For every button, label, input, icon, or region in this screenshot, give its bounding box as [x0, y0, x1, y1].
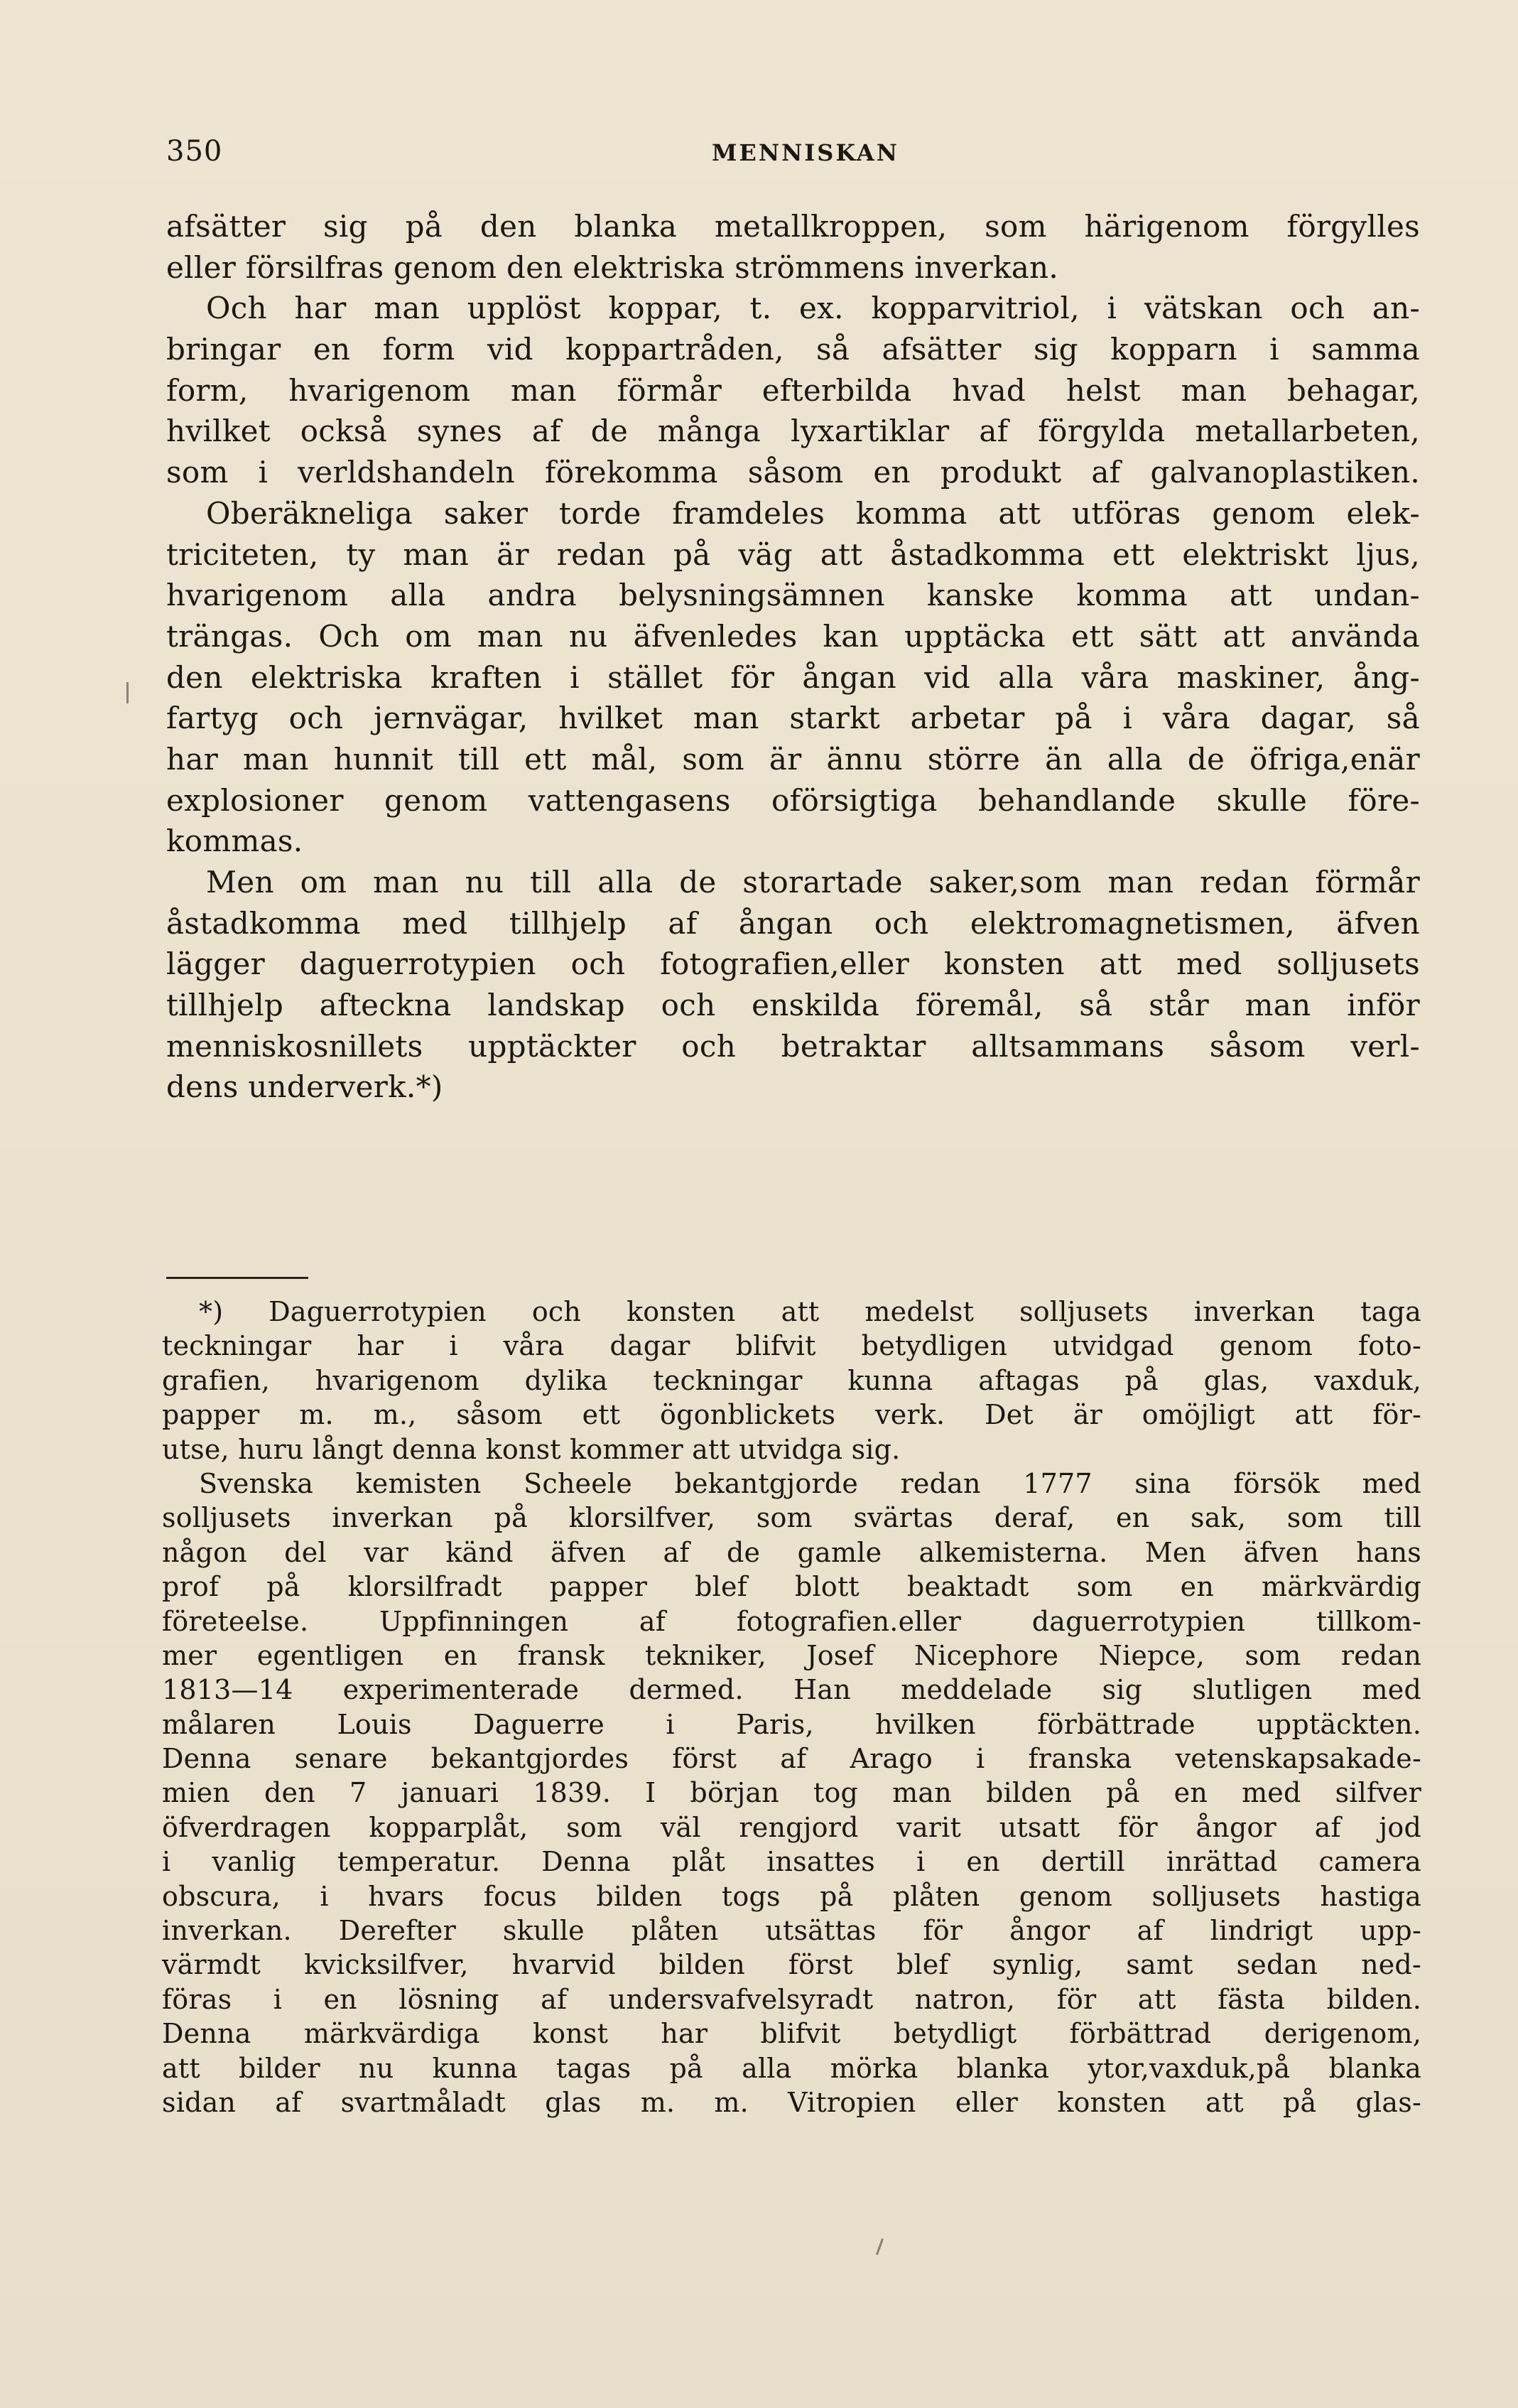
text-line: bringar en form vid koppartråden, så afsätter sig kopparn i samma [166, 332, 1420, 367]
running-head: MENNISKAN [712, 139, 899, 166]
text-line: åstadkomma med tillhjelp af ångan och elektromagnetismen, äfven [166, 905, 1420, 941]
footnote-line: solljusets inverkan på klorsilfver, som svärtas deraf, en sak, som till [162, 1502, 1421, 1534]
text-line: trängas. Och om man nu äfvenledes kan upptäcka ett sätt att använda [166, 618, 1420, 654]
text-line: Men om man nu till alla de storartade saker,som man redan förmår [206, 865, 1420, 900]
footnote-line: i vanlig temperatur. Denna plåt insattes i en dertill inrättad camera [162, 1846, 1421, 1878]
text-line: Och har man upplöst koppar, t. ex. kopparvitriol, i vätskan och an- [206, 291, 1420, 326]
text-line: explosioner genom vattengasens oförsigtiga behandlande skulle före- [166, 782, 1420, 818]
footnote-line: värmdt kvicksilfver, hvarvid bilden först blef synlig, samt sedan ned- [162, 1949, 1421, 1981]
footnote [162, 1295, 1421, 2120]
margin-mark [876, 2238, 884, 2255]
footnote-line: obscura, i hvars focus bilden togs på plåten genom solljusets hastiga [162, 1880, 1421, 1912]
footnote-line: 1813—14 experimenterade dermed. Han meddelade sig slutligen med [162, 1674, 1421, 1706]
margin-mark [126, 682, 129, 703]
text-line: som i verldshandeln förekomma såsom en produkt af galvanoplastiken. [166, 455, 1420, 490]
footnote-line: inverkan. Derefter skulle plåten utsättas för ångor af lindrigt upp- [162, 1915, 1421, 1947]
footnote-line: papper m. m., såsom ett ögonblickets verk. Det är omöjligt att för- [162, 1399, 1421, 1431]
page-number: 350 [166, 135, 223, 168]
footnote-line: föras i en lösning af undersvafvelsyradt natron, för att fästa bilden. [162, 1983, 1421, 2015]
footnote-line: mien den 7 januari 1839. I början tog man bilden på en med silfver [162, 1777, 1421, 1809]
footnote-line: teckningar har i våra dagar blifvit betydligen utvidgad genom foto- [162, 1330, 1421, 1362]
text-line: hvilket också synes af de många lyxartiklar af förgylda metallarbeten, [166, 414, 1420, 449]
footnote-line: öfverdragen kopparplåt, som väl rengjord varit utsatt för ångor af jod [162, 1811, 1421, 1843]
text-line: afsätter sig på den blanka metallkroppen, som härigenom förgylles [166, 209, 1420, 244]
text-line: menniskosnillets upptäckter och betraktar alltsammans såsom verl- [166, 1028, 1420, 1064]
footnote-line: någon del var känd äfven af de gamle alkemisterna. Men äfven hans [162, 1536, 1421, 1568]
text-line: form, hvarigenom man förmår efterbilda hvad helst man behagar, [166, 372, 1420, 408]
footnote-divider [166, 1277, 308, 1279]
text-line: fartyg och jernvägar, hvilket man starkt arbetar på i våra dagar, så [166, 701, 1420, 736]
footnote-line: målaren Louis Daguerre i Paris, hvilken förbättrade upptäckten. [162, 1708, 1421, 1740]
footnote-line: utse, huru långt denna konst kommer att utvidga sig. [162, 1433, 901, 1465]
text-line: har man hunnit till ett mål, som är ännu större än alla de öfriga,enär [166, 741, 1420, 777]
footnote-line: *) Daguerrotypien och konsten att medelst solljusets inverkan taga [199, 1296, 1421, 1327]
text-line: eller försilfras genom den elektriska strömmens inverkan. [166, 249, 1059, 285]
footnote-line: att bilder nu kunna tagas på alla mörka blanka ytor,vaxduk,på blanka [162, 2052, 1421, 2084]
footnote-line: företeelse. Uppfinningen af fotografien.eller daguerrotypien tillkom- [162, 1605, 1421, 1637]
footnote-line: Denna senare bekantgjordes först af Arago i franska vetenskapsakade- [162, 1743, 1421, 1775]
footnote-line: prof på klorsilfradt papper blef blott beaktadt som en märkvärdig [162, 1571, 1421, 1603]
main-text [166, 206, 1420, 1108]
text-line: Oberäkneliga saker torde framdeles komma att utföras genom elek- [206, 495, 1420, 531]
text-line: hvarigenom alla andra belysningsämnen kanske komma att undan- [166, 578, 1420, 613]
footnote-line: grafien, hvarigenom dylika teckningar kunna aftagas på glas, vaxduk, [162, 1364, 1421, 1396]
text-line: triciteten, ty man är redan på väg att åstadkomma ett elektriskt ljus, [166, 536, 1420, 572]
text-line: kommas. [166, 824, 303, 859]
text-line: den elektriska kraften i stället för ångan vid alla våra maskiner, ång- [166, 659, 1420, 695]
footnote-line: Svenska kemisten Scheele bekantgjorde redan 1777 sina försök med [199, 1467, 1421, 1499]
text-line: lägger daguerrotypien och fotografien,eller konsten att med solljusets [166, 946, 1420, 982]
footnote-line: mer egentligen en fransk tekniker, Josef Nicephore Niepce, som redan [162, 1639, 1421, 1671]
footnote-line: sidan af svartmåladt glas m. m. Vitropien eller konsten att på glas- [162, 2086, 1421, 2118]
text-line: tillhjelp afteckna landskap och enskilda föremål, så står man inför [166, 988, 1420, 1023]
footnote-line: Denna märkvärdiga konst har blifvit betydligt förbättrad derigenom, [162, 2018, 1421, 2050]
page-header [166, 135, 1445, 178]
text-line: dens underverk.*) [166, 1069, 443, 1105]
